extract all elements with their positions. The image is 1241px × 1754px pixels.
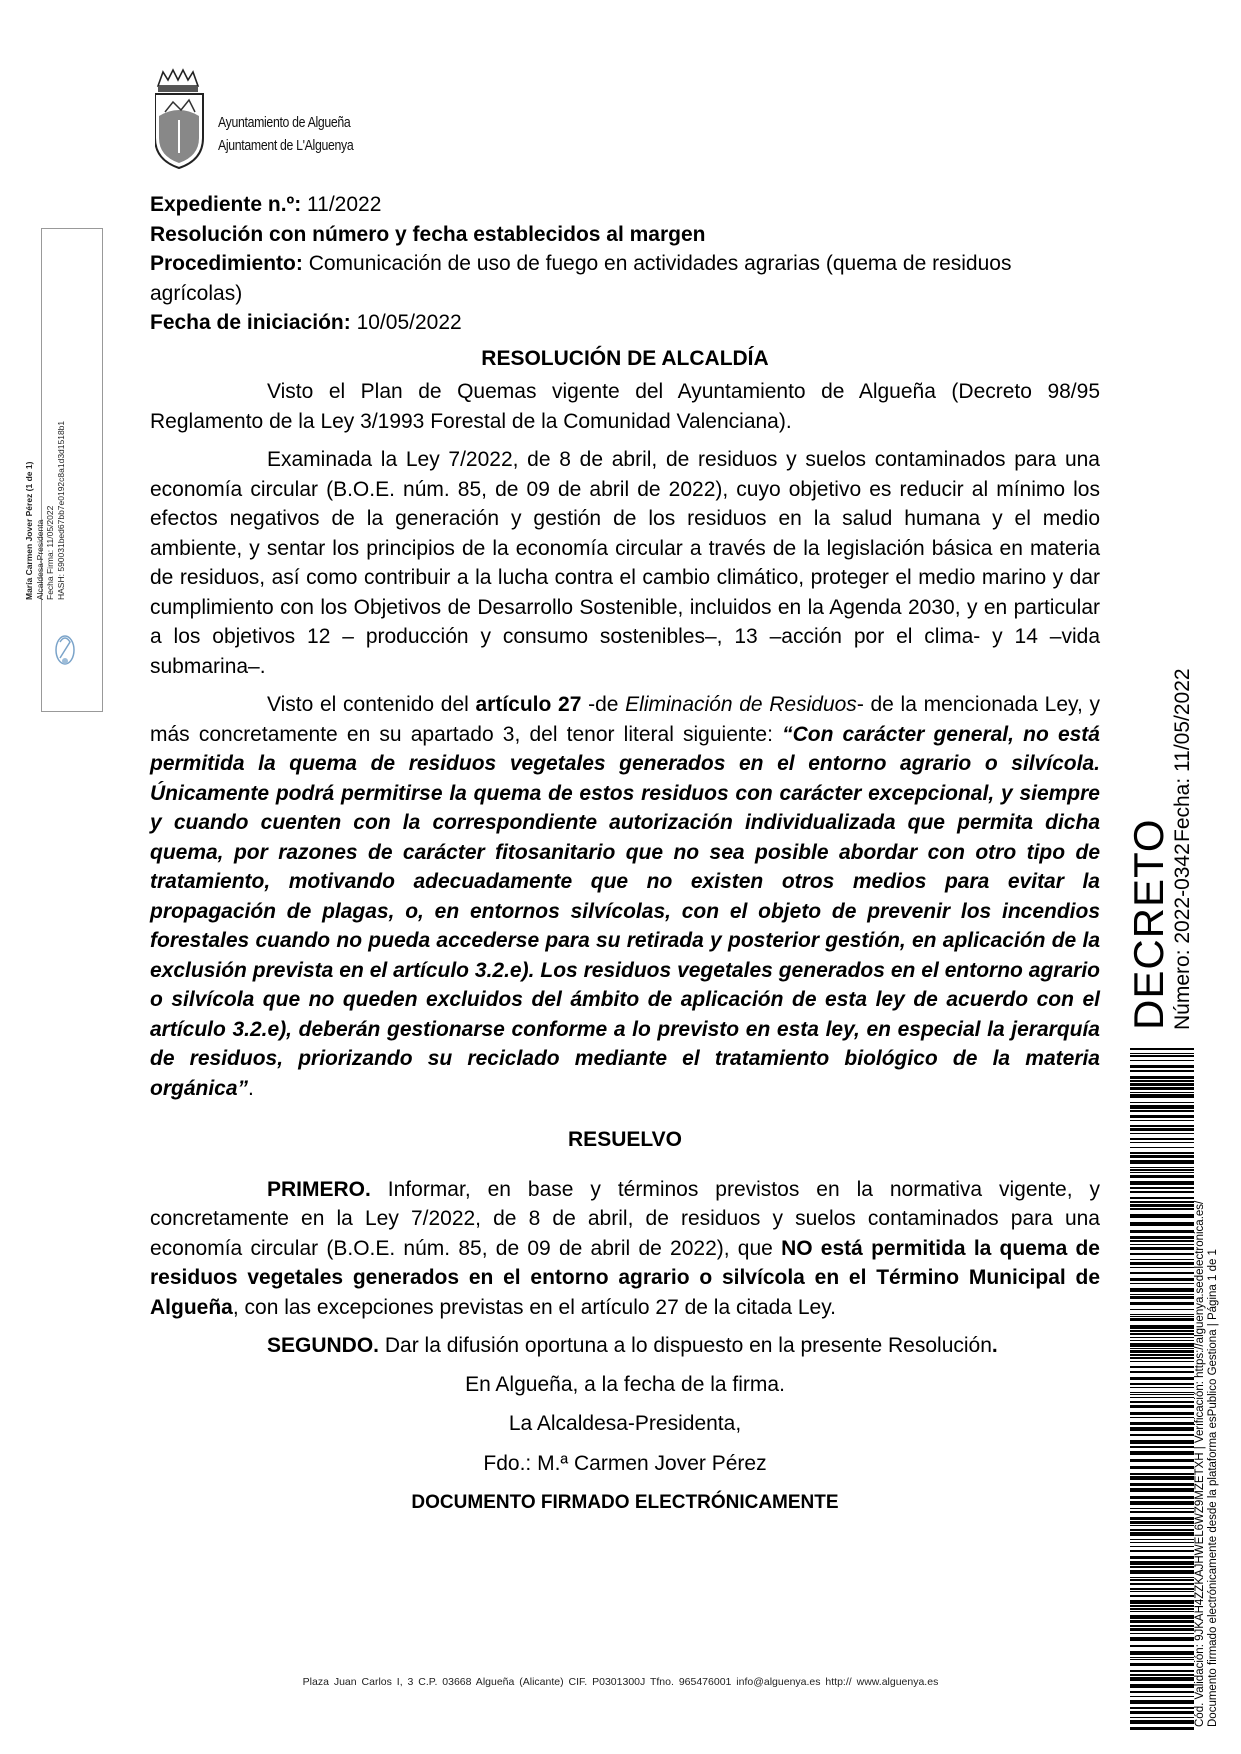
decreto-stamp: DECRETO bbox=[1125, 818, 1172, 1030]
procedimiento-line bbox=[150, 249, 1100, 308]
fecha-label: Fecha de iniciación: bbox=[150, 311, 351, 334]
barcode bbox=[1130, 1048, 1194, 1730]
signing-place: En Algueña, a la fecha de la firma. bbox=[465, 1372, 785, 1396]
paragraph-ley-7-2022: Examinada la Ley 7/2022, de 8 de abril, de residuos y suelos contaminados para una economía circular (B.O.E. núm. 85, de 09 de abril de 2022), cuyo objetivo es reducir al mínimo los efectos negativos de la generación y gestión de los residuos en la salud humana y el medio ambiente, y sentar los principios de la economía circular a través de la legislación básica en materia de residuos, así como contribuir a la lucha contra el cambio climático, proteger el medio marino y dar cumplimiento con los Objetivos de Desarrollo Sostenible, incluidos en la Agenda 2030, y en particular a los objetivos 12 – producción y consumo sostenibles–, 13 –acción por el clima- y 14 –vida submarina–. bbox=[150, 448, 1100, 678]
procedimiento-value: Comunicación de uso de fuego en actividades agrarias (quema de residuos agrícolas) bbox=[150, 252, 1012, 305]
validation-text bbox=[1194, 1201, 1220, 1727]
fecha-value: 10/05/2022 bbox=[350, 311, 462, 334]
procedimiento-label: Procedimiento: bbox=[150, 252, 303, 275]
organization-name bbox=[218, 111, 353, 157]
decreto-number: Número: 2022-0342 bbox=[1171, 843, 1194, 1030]
footer-address: Plaza Juan Carlos I, 3 C.P. 03668 Algueña (Alicante) CIF. P0301300J Tfno. 965476001 info@alguenya.es http:// www.alguenya.es bbox=[302, 1676, 939, 1688]
platform-notice: Documento firmado electrónicamente desde la plataforma esPublico Gestiona | Página 1 de 1 bbox=[1207, 1249, 1219, 1727]
expediente-label: Expediente n.º: bbox=[150, 193, 302, 216]
paragraph-plan-quemas: Visto el Plan de Quemas vigente del Ayuntamiento de Algueña (Decreto 98/95 Reglamento de la Ley 3/1993 Forestal de la Comunidad Valenciana). bbox=[150, 380, 1100, 433]
articulo-27-ref: artículo 27 bbox=[475, 693, 582, 716]
signer-title: La Alcaldesa-Presidenta, bbox=[508, 1412, 742, 1435]
prohibition-statement: NO está permitida la quema de residuos vegetales generados en el entorno agrario o silvícola en el Término Municipal de Algueña bbox=[150, 1236, 1100, 1319]
org-name-val: Ajuntament de L'Alguenya bbox=[218, 137, 354, 154]
signature-details bbox=[24, 421, 66, 600]
resuelvo-heading: RESUELVO bbox=[568, 1128, 682, 1151]
signer-role: Alcaldesa-Presidenta bbox=[34, 519, 45, 600]
validation-code: Cód. Validación: 9JKAH4ZZKAJHWEL6WZ9MZETXH | Verificación: https://alguenya.sedelectronica.es/ bbox=[1194, 1200, 1206, 1727]
org-name-es: Ayuntamiento de Algueña bbox=[218, 114, 351, 131]
paragraph-segundo: SEGUNDO. Dar la difusión oportuna a lo dispuesto en la presente Resolución. bbox=[267, 1334, 998, 1357]
decreto-date: Fecha: 11/05/2022 bbox=[1171, 668, 1194, 842]
signature-hash: HASH: 590031bed67bb7e0192c8a1d3d1518b1 bbox=[55, 420, 66, 600]
document-body bbox=[150, 190, 1100, 1537]
expediente-value: 11/2022 bbox=[301, 193, 382, 216]
segundo-label: SEGUNDO. bbox=[267, 1334, 380, 1357]
signer-name: María Carmen Jover Pérez (1 de 1) bbox=[24, 461, 34, 600]
signature-date: Fecha Firma: 11/05/2022 bbox=[45, 505, 55, 600]
signed-by: Fdo.: M.ª Carmen Jover Pérez bbox=[483, 1451, 767, 1475]
paragraph-articulo-27: Visto el contenido del artículo 27 -de Eliminación de Residuos- de la mencionada Ley, y más concretamente en su apartado 3, del tenor literal siguiente: “Con carácter general, no está permitida la quema de residuos vegetales generados en el entorno agrario o silvícola. Únicamente podrá permitirse la quema de estos residuos con carácter excepcional, y siempre y cuando cuenten con la correspondiente autorización individualizada que permita dicha quema, por razones de carácter fitosanitario que no sea posible abordar con otro tipo de tratamiento, motivando adecuadamente que no existen otros medios para evitar la propagación de plagas, o, en entornos silvícolas, con el objeto de prevenir los incendios forestales cuando no pueda accederse para su retirada y posterior gestión, en aplicación de la exclusión prevista en el artículo 3.2.e). Los residuos vegetales generados en el entorno agrario o silvícola que no queden excluidos del ámbito de aplicación de esta ley de acuerdo con el artículo 3.2.e), deberán gestionarse conforme a lo previsto en esta ley, en especial la jerarquía de residuos, priorizando su reciclado mediante el tratamiento biológico de la materia orgánica”. bbox=[150, 693, 1100, 1100]
document-title: RESOLUCIÓN DE ALCALDÍA bbox=[481, 346, 769, 370]
expediente-line bbox=[150, 190, 1100, 220]
fecha-iniciacion-line bbox=[150, 308, 1100, 338]
paragraph-primero: PRIMERO. Informar, en base y términos previstos en la normativa vigente, y concretamente en la Ley 7/2022, de 8 de abril, de residuos y suelos contaminados para una economía circular (B.O.E. núm. 85, de 09 de abril de 2022), que NO está permitida la quema de residuos vegetales generados en el entorno agrario o silvícola en el Término Municipal de Algueña, con las excepciones previstas en el artículo 27 de la citada Ley. bbox=[150, 1177, 1100, 1319]
primero-label: PRIMERO. bbox=[267, 1177, 371, 1201]
resolucion-line: Resolución con número y fecha establecidos al margen bbox=[150, 222, 706, 246]
legal-quote: “Con carácter general, no está permitida la quema de residuos vegetales generados en el entorno agrario o silvícola. Únicamente podrá permitirse la quema de estos residuos con carácter excepcional, y siempre y cuando cuenten con la correspondiente autorización individualizada que permita dicha quema, por razones de carácter fitosanitario que no sea posible abordar con otro tipo de tratamiento, motivando adecuadamente que no existen otros medios para evitar la propagación de plagas, o, en entornos silvícolas, con el objeto de prevenir los incendios forestales cuando no pueda accederse para su retirada y posterior gestión, en aplicación de la exclusión prevista en el artículo 3.2.e). Los residuos vegetales generados en el entorno agrario o silvícola que no queden excluidos del ámbito de aplicación de esta ley de acuerdo con el artículo 3.2.e), deberán gestionarse conforme a lo previsto en esta ley, en especial la jerarquía de residuos, priorizando su reciclado mediante el tratamiento biológico de la materia orgánica” bbox=[150, 722, 1100, 1100]
electronic-signature-notice: DOCUMENTO FIRMADO ELECTRÓNICAMENTE bbox=[411, 1492, 839, 1513]
seal-icon bbox=[52, 628, 78, 668]
